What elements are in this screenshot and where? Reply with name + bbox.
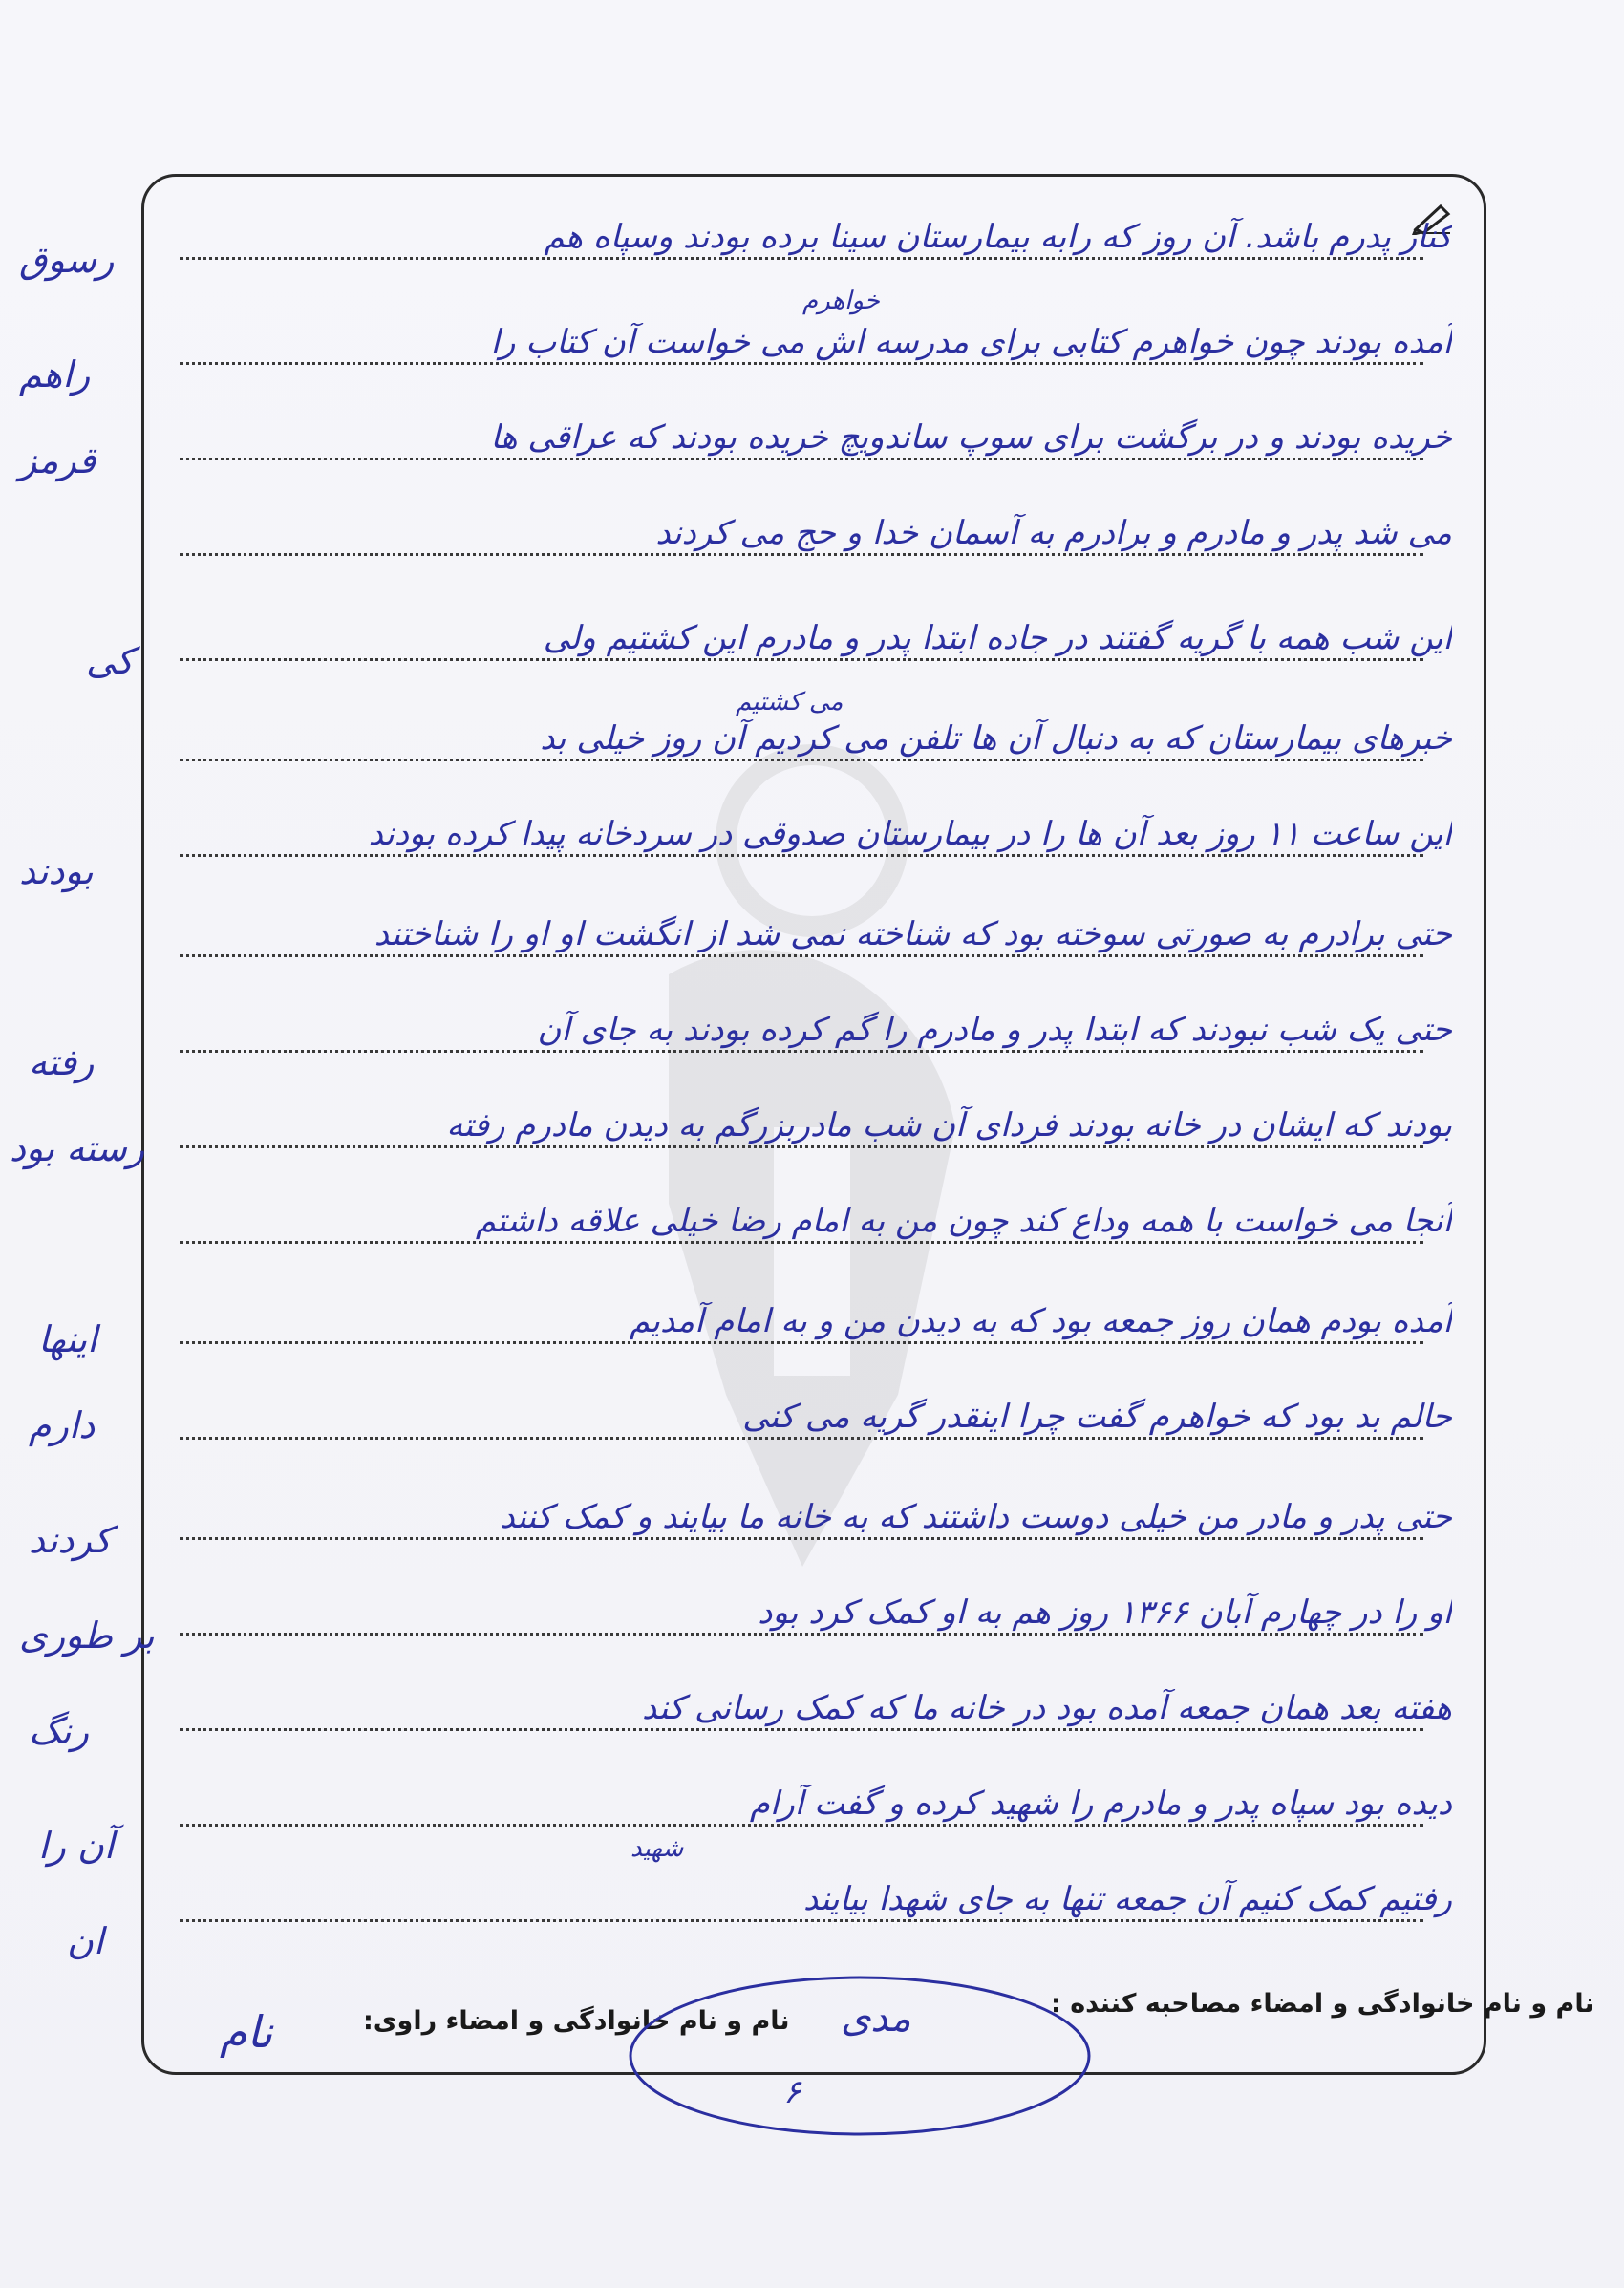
margin-note: بودند <box>19 850 94 892</box>
margin-note: ان <box>67 1920 104 1962</box>
handwritten-text: آمده بودند چون خواهرم کتابی برای مدرسه اش می خواست آن کتاب را <box>490 323 1452 361</box>
dotted-rule <box>180 1145 1423 1148</box>
handwritten-text: دیده بود سپاه پدر و مادرم را شهید کرده و گفت آرام <box>749 1785 1452 1823</box>
handwritten-text: رفتیم کمک کنیم آن جمعه تنها به جای شهدا بیایند <box>803 1880 1452 1918</box>
interline-note: خواهرم <box>802 287 880 315</box>
handwritten-text: این شب همه با گریه گفتند در جاده ابتدا پدر و مادرم این کشتیم ولی <box>543 619 1452 657</box>
handwritten-text: خریده بودند و در برگشت برای سوپ ساندویچ خریده بودند که عراقی ها <box>490 418 1452 457</box>
dotted-rule <box>180 759 1423 761</box>
margin-note: رسوق <box>19 239 115 281</box>
interline-note: شهید <box>630 1834 684 1863</box>
margin-note: بر طوری <box>19 1614 155 1657</box>
dotted-rule <box>180 854 1423 857</box>
interline-note: می کشتیم <box>736 688 844 716</box>
narrator-signature: نام <box>220 2006 273 2058</box>
interviewer-label: نام و نام خانوادگی و امضاء مصاحبه کننده : <box>1051 1989 1594 2019</box>
ruled-line <box>162 1557 1452 1653</box>
ruled-line <box>162 182 1452 277</box>
dotted-rule <box>180 1050 1423 1053</box>
interviewer-signature: مدی <box>841 1997 911 2041</box>
margin-note: کردند <box>29 1519 112 1561</box>
ruled-line <box>162 779 1452 874</box>
dotted-rule <box>180 458 1423 460</box>
handwritten-text: بودند که ایشان در خانه بودند فردای آن شب مادربزرگم به دیدن مادرم رفته <box>446 1106 1452 1144</box>
ruled-line <box>162 382 1452 478</box>
handwritten-text: خبرهای بیمارستان که به دنبال آن ها تلفن می کردیم آن روز خیلی بد <box>540 719 1452 758</box>
handwritten-text: آمده بودم همان روز جمعه بود که به دیدن من و به امام آمدیم <box>629 1302 1452 1340</box>
handwritten-text: کنار پدرم باشد. آن روز که رابه بیمارستان سینا برده بودند وسپاه هم <box>544 218 1452 256</box>
margin-note: قرمز <box>19 439 96 481</box>
ruled-line <box>162 1844 1452 1939</box>
ruled-line <box>162 1748 1452 1844</box>
dotted-rule <box>180 257 1423 260</box>
ruled-line <box>162 1361 1452 1457</box>
margin-note: دارم <box>29 1404 96 1446</box>
ruled-line <box>162 1165 1452 1261</box>
margin-note: رفته <box>29 1041 95 1083</box>
ruled-line <box>162 1653 1452 1748</box>
handwritten-text: حتی یک شب نبودند که ابتدا پدر و مادرم را گم کرده بودند به جای آن <box>537 1011 1452 1049</box>
narrator-label: نام و نام خانوادگی و امضاء راوی: <box>363 2006 790 2036</box>
dotted-rule <box>180 1824 1423 1827</box>
ruled-line <box>162 1266 1452 1361</box>
ruled-line <box>162 478 1452 573</box>
dotted-rule <box>180 1437 1423 1440</box>
handwritten-text: این ساعت ۱۱ روز بعد آن ها را در بیمارستان صدوقی در سردخانه پیدا کرده بودند <box>368 815 1452 853</box>
dotted-rule <box>180 1341 1423 1344</box>
margin-note: رنگ <box>29 1710 89 1752</box>
ruled-line <box>162 879 1452 974</box>
dotted-rule <box>180 362 1423 365</box>
handwritten-text: هفته بعد همان جمعه آمده بود در خانه ما که کمک رسانی کند <box>642 1689 1452 1727</box>
handwritten-text: حتی برادرم به صورتی سوخته بود که شناخته نمی شد از انگشت او او را شناختند <box>374 915 1452 953</box>
dotted-rule <box>180 1537 1423 1540</box>
ruled-line <box>162 974 1452 1070</box>
margin-note: کی <box>86 640 134 682</box>
margin-note: اینها <box>38 1318 97 1360</box>
page-number: ۶ <box>783 2073 801 2111</box>
handwritten-text: آنجا می خواست با همه وداع کند چون من به امام رضا خیلی علاقه داشتم <box>475 1202 1452 1240</box>
dotted-rule <box>180 954 1423 957</box>
dotted-rule <box>180 1728 1423 1731</box>
ruled-line <box>162 1462 1452 1557</box>
dotted-rule <box>180 658 1423 661</box>
dotted-rule <box>180 1919 1423 1922</box>
margin-note: رسته بود <box>10 1127 145 1169</box>
signature-ellipse-icon <box>621 1968 1099 2145</box>
dotted-rule <box>180 1633 1423 1636</box>
dotted-rule <box>180 1241 1423 1244</box>
handwritten-text: حتی پدر و مادر من خیلی دوست داشتند که به خانه ما بیایند و کمک کنند <box>500 1498 1452 1536</box>
handwritten-text: می شد پدر و مادرم و برادرم به آسمان خدا و حج می کردند <box>655 514 1452 552</box>
margin-note: راهم <box>19 353 91 396</box>
ruled-line <box>162 1070 1452 1165</box>
handwritten-text: او را در چهارم آبان ۱۳۶۶ روز هم به او کمک کرد بود <box>758 1593 1452 1632</box>
dotted-rule <box>180 553 1423 556</box>
handwritten-text: حالم بد بود که خواهرم گفت چرا اینقدر گریه می کنی <box>742 1398 1452 1436</box>
ruled-line <box>162 583 1452 678</box>
margin-note: آن را <box>38 1825 115 1867</box>
